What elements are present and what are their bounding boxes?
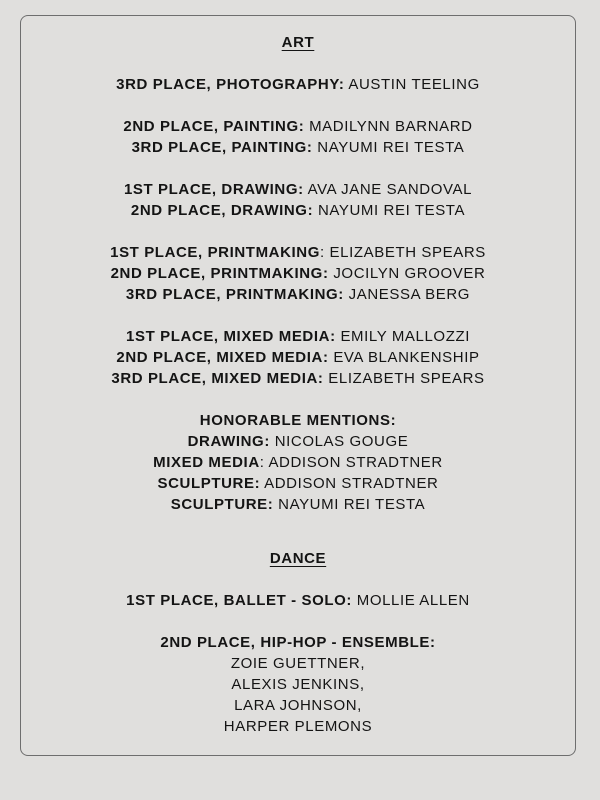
award-line (21, 347, 575, 368)
award-winner: HARPER PLEMONS (223, 718, 373, 735)
award-line (21, 242, 575, 263)
award-label: 3RD PLACE, MIXED MEDIA: (111, 370, 324, 387)
award-label: SCULPTURE: (157, 475, 261, 492)
award-label: 2ND PLACE, PAINTING: (123, 118, 305, 135)
award-line (21, 200, 575, 221)
award-winner: NAYUMI REI TESTA (273, 496, 426, 513)
award-winner: JOCILYN GROOVER (328, 265, 486, 282)
award-winner: NAYUMI REI TESTA (312, 139, 465, 156)
award-winner: NAYUMI REI TESTA (313, 202, 466, 219)
honorable-mentions-title: HONORABLE MENTIONS: (199, 412, 397, 429)
award-label: 1ST PLACE, BALLET - SOLO: (126, 592, 352, 609)
award-winner: JANESSA BERG (343, 286, 471, 303)
award-winner: : ADDISON STRADTNER (259, 454, 443, 471)
award-label: 2ND PLACE, HIP-HOP - ENSEMBLE: (160, 634, 436, 651)
award-line (21, 494, 575, 515)
award-line (21, 179, 575, 200)
award-winner: MOLLIE ALLEN (351, 592, 470, 609)
award-line (21, 368, 575, 389)
dance-heading: DANCE (269, 550, 327, 567)
award-winner: EVA BLANKENSHIP (328, 349, 480, 366)
award-line (21, 431, 575, 452)
award-line (21, 116, 575, 137)
award-label: 3RD PLACE, PHOTOGRAPHY: (116, 76, 345, 93)
art-heading: ART (281, 34, 315, 51)
award-winner: NICOLAS GOUGE (269, 433, 409, 450)
award-winner: ALEXIS JENKINS, (231, 676, 365, 693)
award-line (21, 326, 575, 347)
award-label: 3RD PLACE, PRINTMAKING: (125, 286, 344, 303)
award-line (21, 452, 575, 473)
award-label: 2ND PLACE, MIXED MEDIA: (116, 349, 329, 366)
awards-card (20, 15, 576, 756)
award-label: 1ST PLACE, DRAWING: (123, 181, 304, 198)
award-label: DRAWING: (187, 433, 270, 450)
award-line (21, 74, 575, 95)
award-label: MIXED MEDIA (153, 454, 260, 471)
award-label: 1ST PLACE, PRINTMAKING (110, 244, 321, 261)
award-line (21, 137, 575, 158)
award-winner: LARA JOHNSON, (234, 697, 362, 714)
awards-list (21, 32, 575, 737)
award-winner: ELIZABETH SPEARS (323, 370, 485, 387)
award-winner: ZOIE GUETTNER, (230, 655, 366, 672)
award-winner: : ELIZABETH SPEARS (320, 244, 486, 261)
award-winner: AVA JANE SANDOVAL (303, 181, 473, 198)
award-label: 3RD PLACE, PAINTING: (131, 139, 313, 156)
award-line (21, 263, 575, 284)
award-line (21, 284, 575, 305)
award-label: 1ST PLACE, MIXED MEDIA: (126, 328, 336, 345)
award-winner: ADDISON STRADTNER (260, 475, 439, 492)
award-winner: MADILYNN BARNARD (304, 118, 473, 135)
award-line (21, 590, 575, 611)
award-winner: EMILY MALLOZZI (335, 328, 470, 345)
award-label: SCULPTURE: (170, 496, 274, 513)
award-winner: AUSTIN TEELING (344, 76, 480, 93)
award-label: 2ND PLACE, DRAWING: (130, 202, 314, 219)
award-line (21, 473, 575, 494)
award-label: 2ND PLACE, PRINTMAKING: (110, 265, 329, 282)
